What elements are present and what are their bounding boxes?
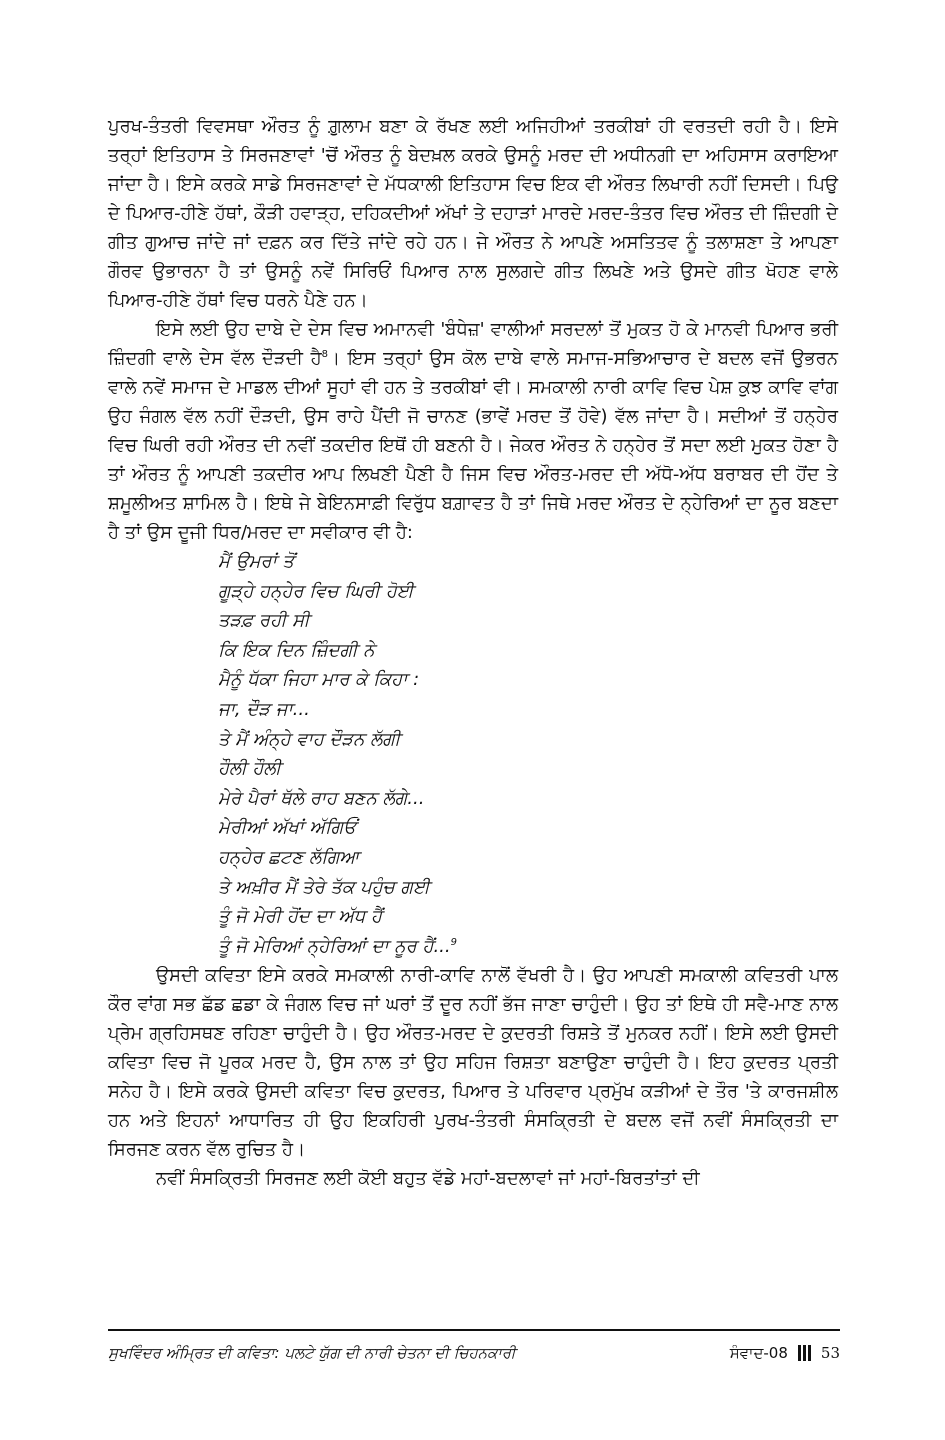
paragraph-1: ਪੁਰਖ-ਤੰਤਰੀ ਵਿਵਸਥਾ ਔਰਤ ਨੂੰ ਗ਼ੁਲਾਮ ਬਣਾ ਕੇ ਰੱਖਣ ਲਈ ਅਜਿਹੀਆਂ ਤਰਕੀਬਾਂ ਹੀ ਵਰਤਦੀ ਰਹੀ ਹੈ। ਇਸੇ ਤਰ੍ਹਾਂ ਇਤਿਹਾਸ ਤੇ ਸਿਰਜਣਾਵਾਂ 'ਚੋਂ ਔਰਤ ਨੂੰ ਬੇਦਖ਼ਲ ਕਰਕੇ ਉਸਨੂੰ ਮਰਦ ਦੀ ਅਧੀਨਗੀ ਦਾ ਅਹਿਸਾਸ ਕਰਾਇਆ ਜਾਂਦਾ ਹੈ। ਇਸੇ ਕਰਕੇ ਸਾਡੇ ਸਿਰਜਣਾਵਾਂ ਦੇ ਮੱਧਕਾਲੀ ਇਤਿਹਾਸ ਵਿਚ ਇਕ ਵੀ ਔਰਤ ਲਿਖਾਰੀ ਨਹੀਂ ਦਿਸਦੀ। ਪਿਉ ਦੇ ਪਿਆਰ-ਹੀਣੇ ਹੱਥਾਂ, ਕੌੜੀ ਹਵਾੜ੍ਹ, ਦਹਿਕਦੀਆਂ ਅੱਖਾਂ ਤੇ ਦਹਾੜਾਂ ਮਾਰਦੇ ਮਰਦ-ਤੰਤਰ ਵਿਚ ਔਰਤ ਦੀ ਜ਼ਿੰਦਗੀ ਦੇ ਗੀਤ ਗੁਆਚ ਜਾਂਦੇ ਜਾਂ ਦਫ਼ਨ ਕਰ ਦਿੱਤੇ ਜਾਂਦੇ ਰਹੇ ਹਨ। ਜੇ ਔਰਤ ਨੇ ਆਪਣੇ ਅਸਤਿਤਵ ਨੂੰ ਤਲਾਸ਼ਣਾ ਤੇ ਆਪਣਾ ਗੌਰਵ ਉਭਾਰਨਾ ਹੈ ਤਾਂ ਉਸਨੂੰ ਨਵੇਂ ਸਿਰਿਓਂ ਪਿਆਰ ਨਾਲ ਸੁਲਗਦੇ ਗੀਤ ਲਿਖਣੇ ਅਤੇ ਉਸਦੇ ਗੀਤ ਖੋਹਣ ਵਾਲੇ ਪਿਆਰ-ਹੀਣੇ ਹੱਥਾਂ ਵਿਚ ਧਰਨੇ ਪੈਣੇ ਹਨ। xyxy=(108,116,838,311)
running-title: ਸੁਖਵਿੰਦਰ ਅੰਮ੍ਰਿਤ ਦੀ ਕਵਿਤਾ: ਪਲਟੇ ਯੁੱਗ ਦੀ ਨਾਰੀ ਚੇਤਨਾ ਦੀ ਚਿਹਨਕਾਰੀ xyxy=(108,1344,516,1362)
poem-quote xyxy=(108,547,838,961)
poem-line: ਮੇਰੇ ਪੈਰਾਂ ਥੱਲੇ ਰਾਹ ਬਣਨ ਲੱਗੇ... xyxy=(218,787,425,809)
page-footer xyxy=(108,1340,840,1366)
poem-line: ਮੈਂ ਉਮਰਾਂ ਤੋਂ xyxy=(218,551,294,572)
poem-line-text: ਤੂੰ ਜੋ ਮੇਰਿਆਂ ਨ੍ਹੇਰਿਆਂ ਦਾ ਨੂਰ ਹੈਂ... xyxy=(218,935,451,957)
poem-line: ਕਿ ਇਕ ਦਿਨ ਜ਼ਿੰਦਗੀ ਨੇ xyxy=(218,639,375,661)
poem-line-last xyxy=(218,932,838,962)
poem-line: ਜਾ, ਦੌੜ ਜਾ... xyxy=(218,698,310,720)
paragraph-2 xyxy=(108,315,838,547)
paragraph-2-text-b: । ਇਸ ਤਰ੍ਹਾਂ ਉਸ ਕੋਲ ਦਾਬੇ ਵਾਲੇ ਸਮਾਜ-ਸਭਿਆਚਾਰ ਦੇ ਬਦਲ ਵਜੋਂ ਉਭਰਨ ਵਾਲੇ ਨਵੇਂ ਸਮਾਜ ਦੇ ਮਾਡਲ ਦੀਆਂ ਸੂਹਾਂ ਵੀ ਹਨ ਤੇ ਤਰਕੀਬਾਂ ਵੀ। ਸਮਕਾਲੀ ਨਾਰੀ ਕਾਵਿ ਵਿਚ ਪੇਸ਼ ਕੁਝ ਕਾਵਿ ਵਾਂਗ ਉਹ ਜੰਗਲ ਵੱਲ ਨਹੀਂ ਦੌੜਦੀ, ਉਸ ਰਾਹੇ ਪੈਂਦੀ ਜੋ ਚਾਨਣ (ਭਾਵੇਂ ਮਰਦ ਤੋਂ ਹੋਵੇ) ਵੱਲ ਜਾਂਦਾ ਹੈ। ਸਦੀਆਂ ਤੋਂ ਹਨ੍ਹੇਰ ਵਿਚ ਘਿਰੀ ਰਹੀ ਔਰਤ ਦੀ ਨਵੀਂ ਤਕਦੀਰ ਇਥੋਂ ਹੀ ਬਣਨੀ ਹੈ। ਜੇਕਰ ਔਰਤ ਨੇ ਹਨ੍ਹੇਰ ਤੋਂ ਸਦਾ ਲਈ ਮੁਕਤ ਹੋਣਾ ਹੈ ਤਾਂ ਔਰਤ ਨੂੰ ਆਪਣੀ ਤਕਦੀਰ ਆਪ ਲਿਖਣੀ ਪੈਣੀ ਹੈ ਜਿਸ ਵਿਚ ਔਰਤ-ਮਰਦ ਦੀ ਅੱਧੋ-ਅੱਧ ਬਰਾਬਰ ਦੀ ਹੋਂਦ ਤੇ ਸ਼ਮੂਲੀਅਤ ਸ਼ਾਮਿਲ ਹੈ। ਇਥੇ ਜੇ ਬੇਇਨਸਾਫ਼ੀ ਵਿਰੁੱਧ ਬਗ਼ਾਵਤ ਹੈ ਤਾਂ ਜਿਥੇ ਮਰਦ ਔਰਤ ਦੇ ਨ੍ਹੇਰਿਆਂ ਦਾ ਨੂਰ ਬਣਦਾ ਹੈ ਤਾਂ ਉਸ ਦੂਜੀ ਧਿਰ/ਮਰਦ ਦਾ ਸਵੀਕਾਰ ਵੀ ਹੈ: xyxy=(108,348,838,543)
footer-issue-and-page xyxy=(730,1340,840,1366)
poem-line: ਗੂੜ੍ਹੇ ਹਨ੍ਹੇਰ ਵਿਚ ਘਿਰੀ ਹੋਈ xyxy=(218,580,414,602)
poem-line: ਤੂੰ ਜੋ ਮੇਰੀ ਹੋਂਦ ਦਾ ਅੱਧ ਹੈਂ xyxy=(218,906,382,928)
footnote-marker-9: 9 xyxy=(450,936,458,948)
poem-line: ਮੈਨੂੰ ਧੱਕਾ ਜਿਹਾ ਮਾਰ ਕੇ ਕਿਹਾ : xyxy=(218,669,420,691)
paragraph-2-text-a: ਇਸੇ ਲਈ ਉਹ ਦਾਬੇ ਦੇ ਦੇਸ ਵਿਚ ਅਮਾਨਵੀ 'ਬੰਧੇਜ਼' ਵਾਲੀਆਂ ਸਰਦਲਾਂ ਤੋਂ ਮੁਕਤ ਹੋ ਕੇ ਮਾਨਵੀ ਪਿਆਰ ਭਰੀ ਜ਼ਿੰਦਗੀ ਵਾਲੇ ਦੇਸ ਵੱਲ ਦੌੜਦੀ ਹੈ xyxy=(108,319,838,369)
footnote-marker-8: 8 xyxy=(321,349,329,360)
footer-rule xyxy=(108,1329,840,1331)
divider-bars-icon xyxy=(798,1345,811,1361)
page-number: 53 xyxy=(820,1344,840,1362)
issue-label: ਸੰਵਾਦ-08 xyxy=(729,1344,788,1362)
paragraph-4: ਨਵੀਂ ਸੰਸਕ੍ਰਿਤੀ ਸਿਰਜਣ ਲਈ ਕੋਈ ਬਹੁਤ ਵੱਡੇ ਮਹਾਂ-ਬਦਲਾਵਾਂ ਜਾਂ ਮਹਾਂ-ਬਿਰਤਾਂਤਾਂ ਦੀ xyxy=(156,1168,700,1190)
poem-line: ਤੇ ਮੈਂ ਅੰਨ੍ਹੇ ਵਾਹ ਦੌੜਨ ਲੱਗੀ xyxy=(218,728,401,750)
poem-line: ਹਨ੍ਹੇਰ ਛਟਣ ਲੱਗਿਆ xyxy=(218,846,360,868)
poem-line: ਮੇਰੀਆਂ ਅੱਖਾਂ ਅੱਗਿਓਂ xyxy=(218,817,357,839)
poem-line: ਹੌਲੀ ਹੌਲੀ xyxy=(218,758,281,780)
poem-line: ਤੜਫ਼ ਰਹੀ ਸੀ xyxy=(218,610,310,632)
poem-line: ਤੇ ਅਖ਼ੀਰ ਮੈਂ ਤੇਰੇ ਤੱਕ ਪਹੁੰਚ ਗਈ xyxy=(218,876,430,898)
paragraph-3: ਉਸਦੀ ਕਵਿਤਾ ਇਸੇ ਕਰਕੇ ਸਮਕਾਲੀ ਨਾਰੀ-ਕਾਵਿ ਨਾਲੋਂ ਵੱਖਰੀ ਹੈ। ਉਹ ਆਪਣੀ ਸਮਕਾਲੀ ਕਵਿਤਰੀ ਪਾਲ ਕੌਰ ਵਾਂਗ ਸਭ ਛੱਡ ਛਡਾ ਕੇ ਜੰਗਲ ਵਿਚ ਜਾਂ ਘਰਾਂ ਤੋਂ ਦੂਰ ਨਹੀਂ ਭੱਜ ਜਾਣਾ ਚਾਹੁੰਦੀ। ਉਹ ਤਾਂ ਇਥੇ ਹੀ ਸਵੈ-ਮਾਣ ਨਾਲ ਪ੍ਰੇਮ ਗ੍ਰਹਿਸਥਣ ਰਹਿਣਾ ਚਾਹੁੰਦੀ ਹੈ। ਉਹ ਔਰਤ-ਮਰਦ ਦੇ ਕੁਦਰਤੀ ਰਿਸ਼ਤੇ ਤੋਂ ਮੁਨਕਰ ਨਹੀਂ। ਇਸੇ ਲਈ ਉਸਦੀ ਕਵਿਤਾ ਵਿਚ ਜੋ ਪੂਰਕ ਮਰਦ ਹੈ, ਉਸ ਨਾਲ ਤਾਂ ਉਹ ਸਹਿਜ ਰਿਸ਼ਤਾ ਬਣਾਉਣਾ ਚਾਹੁੰਦੀ ਹੈ। ਇਹ ਕੁਦਰਤ ਪ੍ਰਤੀ ਸਨੇਹ ਹੈ। ਇਸੇ ਕਰਕੇ ਉਸਦੀ ਕਵਿਤਾ ਵਿਚ ਕੁਦਰਤ, ਪਿਆਰ ਤੇ ਪਰਿਵਾਰ ਪ੍ਰਮੁੱਖ ਕੜੀਆਂ ਦੇ ਤੌਰ 'ਤੇ ਕਾਰਜਸ਼ੀਲ ਹਨ ਅਤੇ ਇਹਨਾਂ ਆਧਾਰਿਤ ਹੀ ਉਹ ਇਕਹਿਰੀ ਪੁਰਖ-ਤੰਤਰੀ ਸੰਸਕ੍ਰਿਤੀ ਦੇ ਬਦਲ ਵਜੋਂ ਨਵੀਂ ਸੰਸਕ੍ਰਿਤੀ ਦਾ ਸਿਰਜਣ ਕਰਨ ਵੱਲ ਰੁਚਿਤ ਹੈ। xyxy=(108,965,838,1161)
page-body xyxy=(108,112,838,1193)
